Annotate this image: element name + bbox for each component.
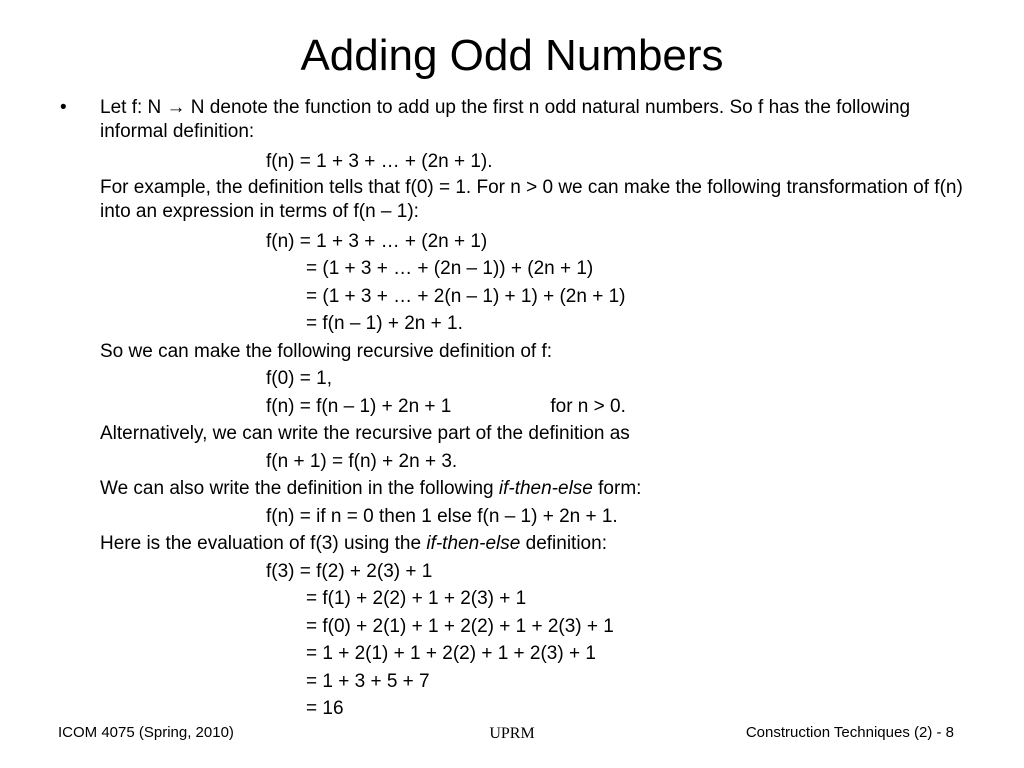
slide-body: [100, 96, 980, 723]
footer-institution: UPRM: [489, 725, 535, 742]
eval-intro: [100, 530, 980, 558]
eval-line-3: = f(0) + 2(1) + 1 + 2(2) + 1 + 2(3) + 1: [306, 615, 614, 637]
recursive-step-line: [100, 393, 980, 421]
alt-intro: Alternatively, we can write the recursive part of the definition as: [100, 423, 630, 444]
bullet-marker: •: [60, 97, 67, 118]
slide-title: Adding Odd Numbers: [300, 31, 724, 80]
eval-intro-a: Here is the evaluation of f(3) using the: [100, 533, 427, 554]
transform-line-2: = (1 + 3 + … + (2n – 1)) + (2n + 1): [306, 258, 594, 279]
recursive-intro: So we can make the following recursive definition of f:: [100, 340, 553, 362]
transform-line-3: = (1 + 3 + … + 2(n – 1) + 1) + (2n + 1): [306, 285, 626, 307]
eval-line-1: f(3) = f(2) + 2(3) + 1: [266, 560, 433, 582]
eval-intro-b: definition:: [520, 533, 607, 554]
footer-course: ICOM 4075 (Spring, 2010): [58, 724, 234, 741]
eval-term: if-then-else: [426, 533, 521, 554]
ite-definition: f(n) = if n = 0 then 1 else f(n – 1) + 2n + 1.: [266, 505, 618, 527]
ite-intro-b: form:: [592, 478, 642, 499]
example-text: For example, the definition tells that f(0) = 1. For n > 0 we can make the following transformation of f(n) into an expression in terms of f(n – 1):: [100, 176, 963, 222]
recursive-step: f(n) = f(n – 1) + 2n + 1: [266, 395, 452, 417]
alt-definition: f(n + 1) = f(n) + 2n + 3.: [266, 450, 458, 472]
eval-line-2: = f(1) + 2(2) + 1 + 2(3) + 1: [306, 588, 527, 609]
recursive-condition: for n > 0.: [550, 395, 626, 417]
ite-intro-a: We can also write the definition in the following: [100, 478, 499, 499]
intro-text: Let f: N → N denote the function to add up the first n odd natural numbers. So f has the following informal definition:: [100, 97, 911, 142]
recursive-base: f(0) = 1,: [266, 368, 332, 389]
footer-slide-info: Construction Techniques (2) - 8: [745, 724, 954, 741]
ite-intro: [100, 475, 980, 503]
eval-line-6: = 16: [306, 698, 344, 719]
eval-line-4: = 1 + 2(1) + 1 + 2(2) + 1 + 2(3) + 1: [306, 643, 596, 664]
ite-term: if-then-else: [498, 478, 593, 499]
informal-definition: f(n) = 1 + 3 + … + (2n + 1).: [266, 151, 493, 172]
transform-line-4: = f(n – 1) + 2n + 1.: [306, 313, 463, 334]
transform-line-1: f(n) = 1 + 3 + … + (2n + 1): [266, 230, 488, 252]
eval-line-5: = 1 + 3 + 5 + 7: [306, 670, 430, 692]
